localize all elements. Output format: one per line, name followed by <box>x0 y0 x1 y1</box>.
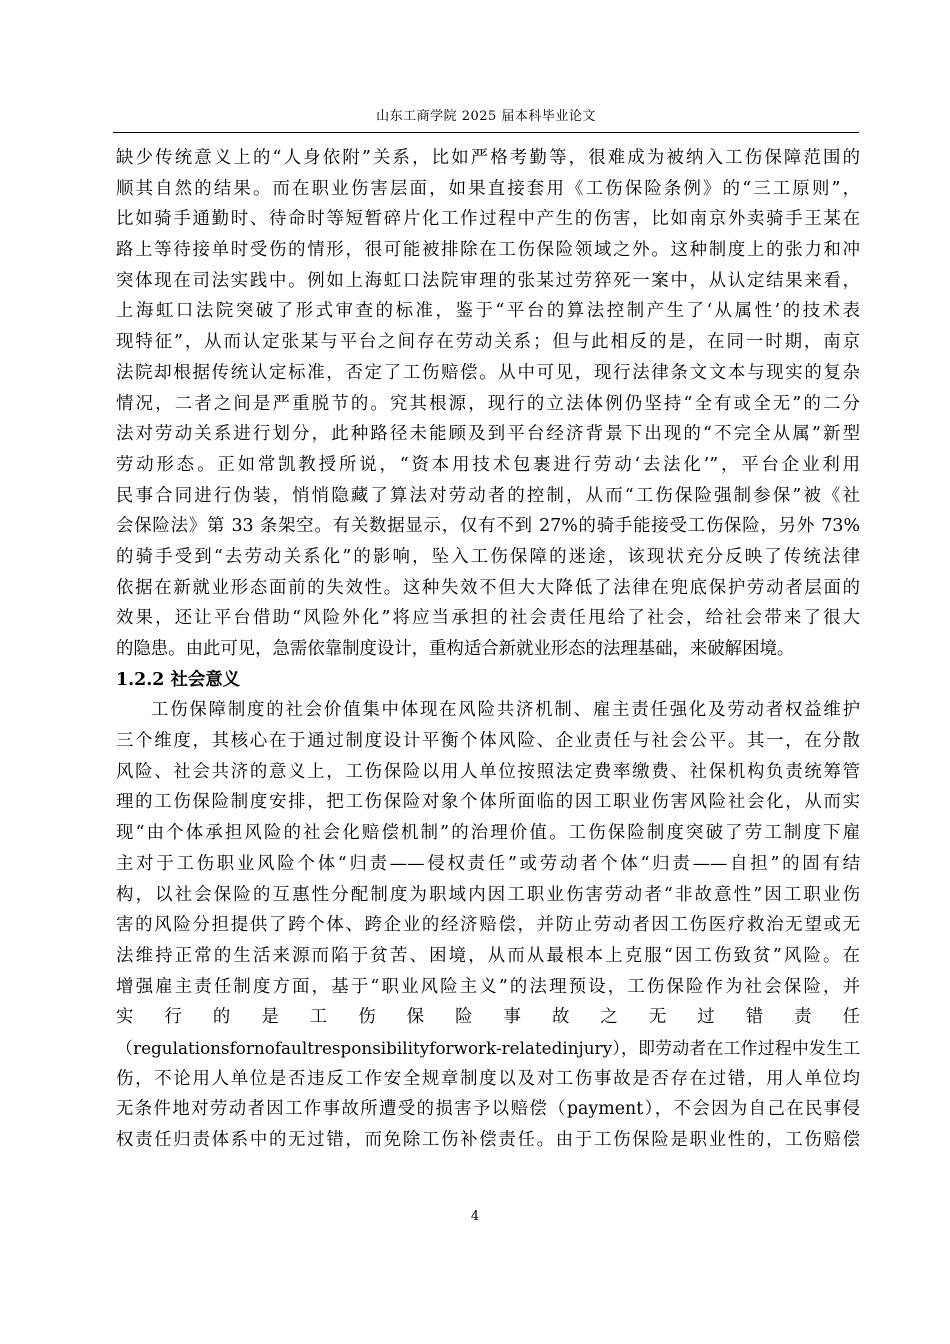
text-line: 法维持正常的生活来源而陷于贫苦、困境，从而从最根本上克服“因工伤致贫”风险。在 <box>116 945 860 966</box>
running-header: 山东工商学院 2025 届本科毕业论文 <box>376 109 596 124</box>
text-line: 现特征”，从而认定张某与平台之间存在劳动关系；但与此相反的是，在同一时期，南京 <box>116 332 860 353</box>
text-line: 突体现在司法实践中。例如上海虹口法院审理的张某过劳猝死一案中，从认定结果来看， <box>116 270 860 291</box>
text-line: 风险、社会共济的意义上，工伤保险以用人单位按照法定费率缴费、社保机构负责统筹管 <box>116 761 860 782</box>
text-line: 伤，不论用人单位是否违反工作安全规章制度以及对工伤事故是否存在过错，用人单位均 <box>116 1068 860 1089</box>
text-line: 增强雇主责任制度方面，基于“职业风险主义”的法理预设，工伤保险作为社会保险，并 <box>116 976 860 997</box>
body-text <box>116 143 860 1156</box>
text-line: 劳动形态。正如常凯教授所说，“资本用技术包裹进行劳动‘去法化’”，平台企业利用 <box>116 454 860 475</box>
section-heading: 1.2.2 社会意义 <box>116 669 241 690</box>
paragraph-1 <box>116 143 860 665</box>
text-line: 缺少传统意义上的“人身依附”关系，比如严格考勤等，很难成为被纳入工伤保障范围的 <box>116 148 860 168</box>
text-line: 路上等待接单时受伤的情形，很可能被排除在工伤保险领域之外。这种制度上的张力和冲 <box>116 240 860 261</box>
text-line: 顺其自然的结果。而在职业伤害层面，如果直接套用《工伤保险条例》的“三工原则”， <box>116 178 860 199</box>
text-line: 的骑手受到“去劳动关系化”的影响，坠入工伤保障的迷途，该现状充分反映了传统法律 <box>116 546 860 567</box>
text-line: 害的风险分担提供了跨个体、跨企业的经济赔偿，并防止劳动者因工伤医疗救治无望或无 <box>116 915 860 936</box>
text-line: 工伤保障制度的社会价值集中体现在风险共济机制、雇主责任强化及劳动者权益维护 <box>151 700 860 721</box>
text-line: 比如骑手通勤时、待命时等短暂碎片化工作过程中产生的伤害，比如南京外卖骑手王某在 <box>116 209 860 230</box>
text-line: 主对于工伤职业风险个体“归责——侵权责任”或劳动者个体“归责——自担”的固有结 <box>116 853 860 874</box>
text-line: 理的工伤保险制度安排，把工伤保险对象个体所面临的因工职业伤害风险社会化，从而实 <box>116 792 860 813</box>
text-line: 法对劳动关系进行划分，此种路径未能顾及到平台经济背景下出现的“不完全从属”新型 <box>116 424 860 445</box>
text-line: 效果，还让平台借助“风险外化”将应当承担的社会责任甩给了社会，给社会带来了很大 <box>116 608 860 629</box>
text-line: 的隐患。由此可见，急需依靠制度设计，重构适合新就业形态的法理基础，来破解困境。 <box>116 639 795 659</box>
text-line: 构，以社会保险的互惠性分配制度为职域内因工职业伤害劳动者“非故意性”因工职业伤 <box>116 884 860 905</box>
text-line: 情况，二者之间是严重脱节的。究其根源，现行的立法体例仍坚持“全有或全无”的二分 <box>116 393 860 414</box>
text-line: （regulationsfornofaultresponsibilityforwork-relatedinjury），即劳动者在工作过程中发生工 <box>116 1037 860 1058</box>
paragraph-2 <box>116 695 860 1155</box>
text-line: 民事合同进行伪装，悄悄隐藏了算法对劳动者的控制，从而“工伤保险强制参保”被《社 <box>116 485 860 506</box>
page-number: 4 <box>470 1209 480 1224</box>
text-line: 上海虹口法院突破了形式审查的标准，鉴于“平台的算法控制产生了‘从属性’的技术表 <box>116 301 860 322</box>
text-line: 会保险法》第 33 条架空。有关数据显示，仅有不到 27%的骑手能接受工伤保险，另外 73% <box>116 516 860 537</box>
header-rule <box>113 132 859 133</box>
text-line: 无条件地对劳动者因工作事故所遭受的损害予以赔偿（payment），不会因为自己在民事侵 <box>116 1099 860 1120</box>
text-line: 权责任归责体系中的无过错，而免除工伤补偿责任。由于工伤保险是职业性的，工伤赔偿 <box>116 1130 860 1150</box>
text-line: 实行的是工伤保险事故之无过错责任 <box>116 1007 860 1028</box>
text-line: 法院却根据传统认定标准，否定了工伤赔偿。从中可见，现行法律条文文本与现实的复杂 <box>116 362 860 383</box>
text-line: 三个维度，其核心在于通过制度设计平衡个体风险、企业责任与社会公平。其一，在分散 <box>116 731 860 752</box>
text-line: 依据在新就业形态面前的失效性。这种失效不但大大降低了法律在兜底保护劳动者层面的 <box>116 577 860 598</box>
text-line: 现“由个体承担风险的社会化赔偿机制”的治理价值。工伤保险制度突破了劳工制度下雇 <box>116 823 860 844</box>
